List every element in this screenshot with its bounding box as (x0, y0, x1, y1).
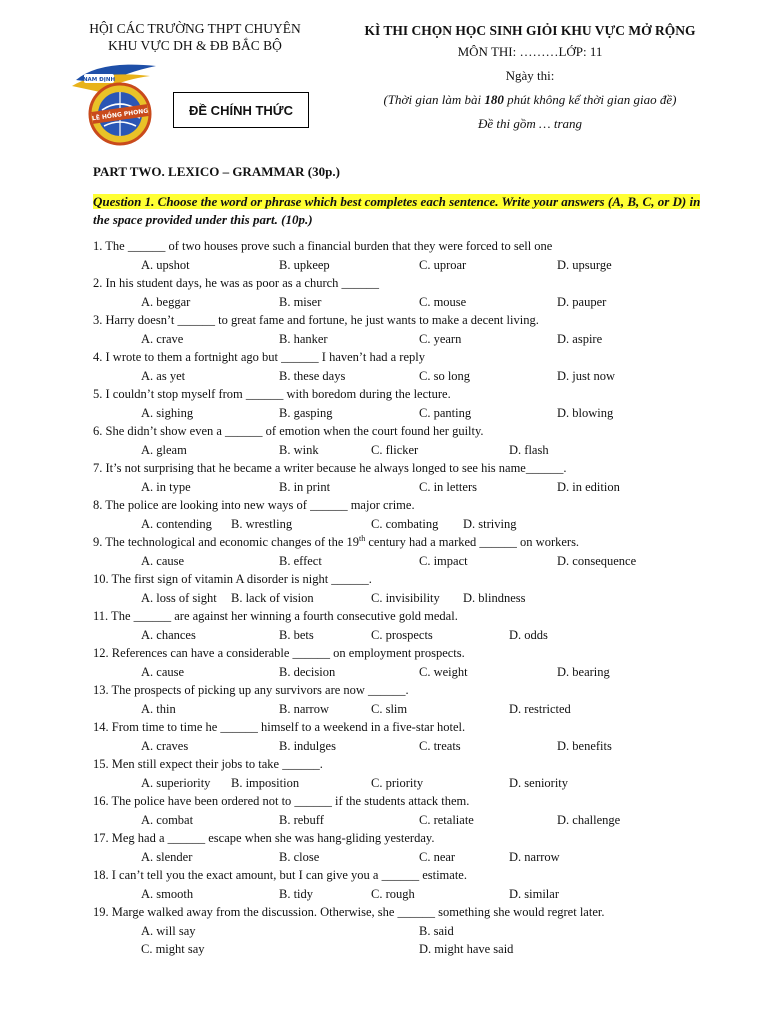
question-item: 19. Marge walked away from the discussion. Otherwise, she ______ something she would regret later. (93, 905, 605, 919)
option-d: D. striving (463, 516, 517, 531)
option-a: A. contending (141, 516, 212, 531)
option-a: A. smooth (141, 886, 194, 901)
school-logo (70, 58, 162, 150)
option-a: A. superiority (141, 775, 211, 790)
svg-text:LÊ HỒNG PHONG: LÊ HỒNG PHONG (91, 107, 149, 123)
exam-pages: Đề thi gồm … trang (478, 116, 582, 131)
option-b: B. miser (279, 294, 322, 309)
option-b: B. imposition (231, 775, 300, 790)
option-c: C. panting (419, 405, 472, 420)
exam-info-block (355, 22, 705, 136)
option-d: D. upsurge (557, 257, 612, 272)
option-d: D. might have said (419, 942, 514, 956)
superscript: th (359, 533, 366, 543)
option-c: C. mouse (419, 294, 467, 309)
option-b: B. rebuff (279, 812, 324, 827)
option-b: B. these days (279, 368, 346, 383)
option-d: D. similar (509, 886, 559, 901)
option-b: B. effect (279, 553, 322, 568)
answer-options (93, 404, 733, 423)
option-d: D. odds (509, 627, 548, 642)
option-d: D. challenge (557, 812, 621, 827)
answer-options (93, 885, 733, 904)
option-a: A. combat (141, 812, 194, 827)
option-a: A. craves (141, 738, 189, 753)
question-item: 1. The ______ of two houses prove such a financial burden that they were forced to sell one (93, 239, 553, 253)
option-b: B. upkeep (279, 257, 330, 272)
option-a: A. slender (141, 849, 193, 864)
option-b: B. in print (279, 479, 331, 494)
option-a: A. loss of sight (141, 590, 217, 605)
answer-options (93, 663, 733, 682)
question-item: 4. I wrote to them a fortnight ago but ______ I haven’t had a reply (93, 350, 425, 364)
answer-options (93, 922, 733, 941)
question-item: 5. I couldn’t stop myself from ______ with boredom during the lecture. (93, 387, 451, 401)
answer-options (93, 811, 733, 830)
answer-options (93, 774, 733, 793)
question-item: 12. References can have a considerable ______ on employment prospects. (93, 646, 465, 660)
answer-options (93, 515, 733, 534)
option-c: C. prospects (371, 627, 433, 642)
option-d: D. blowing (557, 405, 614, 420)
option-b: B. bets (279, 627, 314, 642)
answer-options (93, 589, 733, 608)
option-a: A. beggar (141, 294, 191, 309)
question-item: 6. She didn’t show even a ______ of emotion when the court found her guilty. (93, 424, 484, 438)
official-exam-box: ĐỀ CHÍNH THỨC (173, 92, 309, 128)
answer-options (93, 552, 733, 571)
organizer-line-2: KHU VỰC DH & ĐB BẮC BỘ (108, 38, 282, 53)
option-a: A. cause (141, 553, 185, 568)
option-c: C. combating (371, 516, 439, 531)
option-c: C. so long (419, 368, 471, 383)
option-d: D. just now (557, 368, 615, 383)
question-item (93, 533, 733, 552)
answer-options (93, 293, 733, 312)
option-b: B. close (279, 849, 320, 864)
option-a: A. cause (141, 664, 185, 679)
option-c: C. retaliate (419, 812, 474, 827)
option-d: D. bearing (557, 664, 610, 679)
svg-text:NAM ĐỊNH: NAM ĐỊNH (82, 77, 116, 83)
option-c: C. impact (419, 553, 468, 568)
option-a: A. upshot (141, 257, 190, 272)
option-c: C. priority (371, 775, 424, 790)
option-c: C. might say (141, 942, 205, 956)
option-d: D. restricted (509, 701, 571, 716)
option-a: A. crave (141, 331, 184, 346)
option-d: D. pauper (557, 294, 607, 309)
option-d: D. in edition (557, 479, 620, 494)
question-item: 16. The police have been ordered not to ______ if the students attack them. (93, 794, 470, 808)
option-b: B. narrow (279, 701, 329, 716)
question-item: 18. I can’t tell you the exact amount, but I can give you a ______ estimate. (93, 868, 467, 882)
exam-subject: MÔN THI: ………LỚP: 11 (457, 44, 603, 59)
answer-options (93, 848, 733, 867)
answer-options (93, 737, 733, 756)
organizer-block (60, 20, 330, 54)
option-d: D. consequence (557, 553, 637, 568)
exam-date: Ngày thi: (505, 68, 555, 83)
question-list (93, 237, 733, 959)
option-b: B. decision (279, 664, 336, 679)
question-item: 14. From time to time he ______ himself to a weekend in a five-star hotel. (93, 720, 466, 734)
option-c: C. rough (371, 886, 415, 901)
question-item: 3. Harry doesn’t ______ to great fame and fortune, he just wants to make a decent living. (93, 313, 539, 327)
question-item: 11. The ______ are against her winning a fourth consecutive gold medal. (93, 609, 458, 623)
option-d: D. benefits (557, 738, 612, 753)
option-c: C. flicker (371, 442, 419, 457)
option-b: B. gasping (279, 405, 333, 420)
exam-duration: (Thời gian làm bài 180 phút không kể thời gian giao đề) (383, 92, 677, 107)
answer-options (93, 478, 733, 497)
option-a: A. will say (141, 923, 196, 938)
option-b: B. hanker (279, 331, 328, 346)
option-c: C. in letters (419, 479, 477, 494)
question-text-rest: century had a marked ______ on workers. (365, 535, 580, 549)
question-text: 9. The technological and economic changes of the 19 (93, 535, 359, 549)
question-item: 17. Meg had a ______ escape when she was hang-gliding yesterday. (93, 831, 435, 845)
option-d: D. narrow (509, 849, 560, 864)
option-c: C. invisibility (371, 590, 440, 605)
part-title: PART TWO. LEXICO – GRAMMAR (30p.) (93, 164, 340, 179)
option-b: B. lack of vision (231, 590, 314, 605)
answer-options (93, 256, 733, 275)
answer-options (93, 441, 733, 460)
question-heading-rest: the space provided under this part. (10p.) (93, 212, 313, 227)
option-a: A. sighing (141, 405, 194, 420)
question-item: 7. It’s not surprising that he became a writer because he always longed to see his name______. (93, 461, 567, 475)
option-b: B. wink (279, 442, 319, 457)
option-a: A. in type (141, 479, 191, 494)
option-c: C. near (419, 849, 456, 864)
organizer-line-1: HỘI CÁC TRƯỜNG THPT CHUYÊN (89, 21, 301, 36)
answer-options (93, 940, 733, 959)
option-c: C. weight (419, 664, 468, 679)
option-d: D. blindness (463, 590, 526, 605)
option-c: C. yearn (419, 331, 462, 346)
option-b: B. indulges (279, 738, 336, 753)
question-heading (93, 193, 713, 229)
option-c: C. uproar (419, 257, 467, 272)
duration-number: 180 (484, 92, 504, 107)
question-item: 15. Men still expect their jobs to take ______. (93, 757, 323, 771)
question-heading-highlight: Question 1. Choose the word or phrase which best completes each sentence. Write your answers (A, B, C, or D) in (93, 194, 701, 209)
option-a: A. as yet (141, 368, 186, 383)
answer-options (93, 367, 733, 386)
question-item: 8. The police are looking into new ways of ______ major crime. (93, 498, 415, 512)
option-a: A. gleam (141, 442, 187, 457)
option-a: A. thin (141, 701, 176, 716)
exam-title: KÌ THI CHỌN HỌC SINH GIỎI KHU VỰC MỞ RỘNG (364, 23, 696, 38)
answer-options (93, 700, 733, 719)
question-item: 13. The prospects of picking up any survivors are now ______. (93, 683, 409, 697)
option-d: D. aspire (557, 331, 603, 346)
option-d: D. flash (509, 442, 549, 457)
option-c: C. treats (419, 738, 461, 753)
option-b: B. wrestling (231, 516, 293, 531)
option-b: B. said (419, 923, 454, 938)
option-c: C. slim (371, 701, 408, 716)
answer-options (93, 626, 733, 645)
question-item: 2. In his student days, he was as poor as a church ______ (93, 276, 380, 290)
answer-options (93, 330, 733, 349)
option-d: D. seniority (509, 775, 569, 790)
option-a: A. chances (141, 627, 196, 642)
question-item: 10. The first sign of vitamin A disorder is night ______. (93, 572, 372, 586)
option-b: B. tidy (279, 886, 314, 901)
